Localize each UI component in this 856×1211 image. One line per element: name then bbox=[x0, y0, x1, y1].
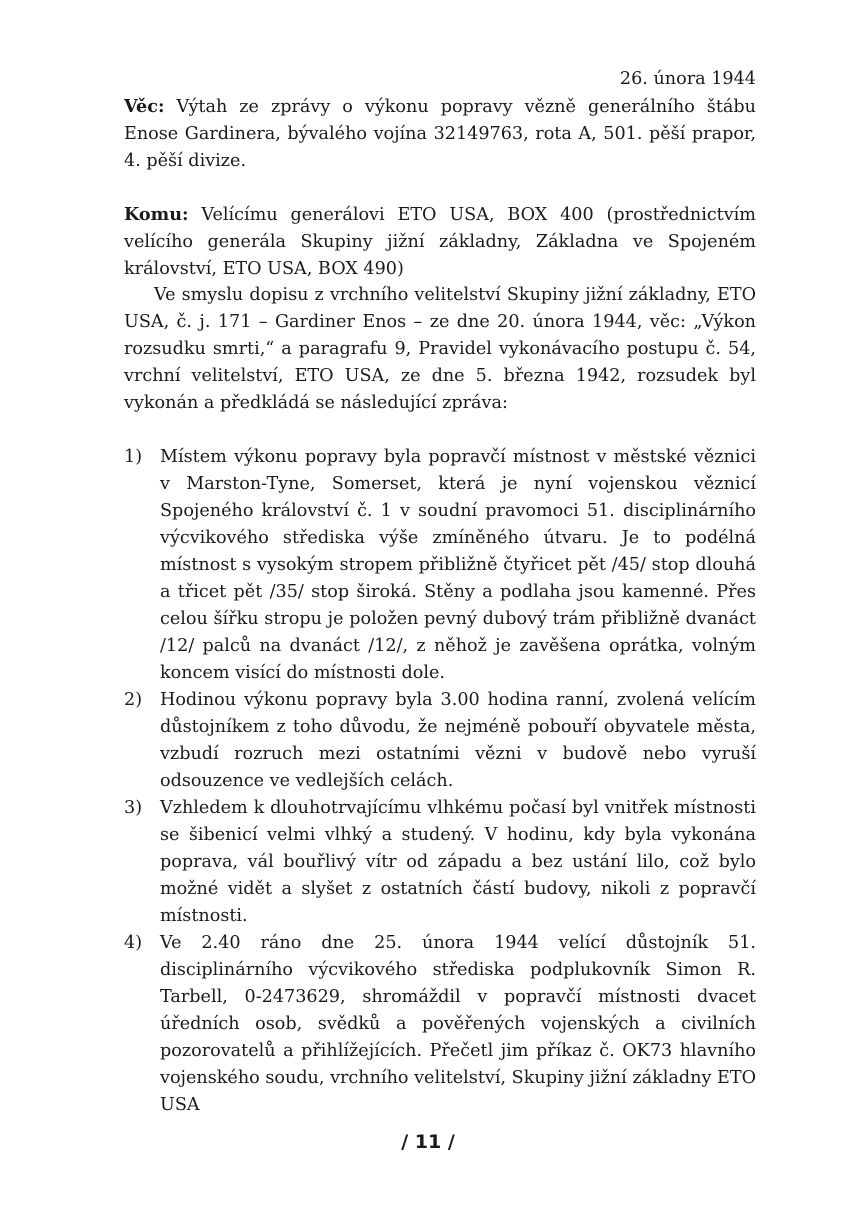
recipient-text: Velícímu generálovi ETO USA, BOX 400 (prostřednictvím velícího generála Skupiny jižní základny, Základna ve Spojeném království, ETO USA, BOX 490) bbox=[124, 205, 756, 279]
intro-paragraph: Ve smyslu dopisu z vrchního velitelství Skupiny jižní základny, ETO USA, č. j. 171 – Gardiner Enos – ze dne 20. února 1944, věc: „Výkon rozsudku smrti,“ a paragrafu 9, Pravidel vykonávacího postupu č. 54, vrchní velitelství, ETO USA, ze dne 5. března 1942, rozsudek byl vykonán a předkládá se následující zpráva: bbox=[124, 285, 756, 413]
recipient-label: Komu: bbox=[124, 204, 189, 225]
list-item-text: Vzhledem k dlouhotrvajícímu vlhkému počasí byl vnitřek místnosti se šibenicí velmi vlhký a studený. V hodinu, kdy byla vykonána poprava, vál bouřlivý vítr od západu a bez ustání lilo, což bylo možné vidět a slyšet z ostatních částí budovy, nikoli z popravčí místnosti. bbox=[160, 798, 756, 926]
page-number: / 11 / bbox=[401, 1131, 455, 1153]
list-item bbox=[124, 687, 756, 795]
list-item-number: 3) bbox=[124, 798, 143, 818]
subject-label: Věc: bbox=[124, 96, 165, 117]
list-item-number: 2) bbox=[124, 690, 143, 710]
subject-paragraph bbox=[124, 93, 756, 175]
list-item-text: Hodinou výkonu popravy byla 3.00 hodina ranní, zvolená velícím důstojníkem z toho důvodu, že nejméně pobouří obyvatele města, vzbudí rozruch mezi ostatními vězni v budově nebo vyruší odsouzence ve vedlejších celách. bbox=[160, 690, 756, 791]
list-item-text: Místem výkonu popravy byla popravčí místnost v městské věznici v Marston-Tyne, Somerset, která je nyní vojenskou věznicí Spojeného království č. 1 v soudní pravomoci 51. disciplinárního výcvikového střediska výše zmíněného útvaru. Je to podélná místnost s vysokým stropem přibližně čtyřicet pět /45/ stop dlouhá a třicet pět /35/ stop široká. Stěny a podlaha jsou kamenné. Přes celou šířku stropu je položen pevný dubový trám přibližně dvanáct /12/ palců na dvanáct /12/, z něhož je zavěšena oprátka, volným koncem visící do místnosti dole. bbox=[160, 447, 756, 683]
list-item bbox=[124, 795, 756, 930]
subject-text: Výtah ze zprávy o výkonu popravy vězně generálního štábu Enose Gardinera, bývalého vojína 32149763, rota A, 501. pěší prapor, 4. pěší divize. bbox=[124, 97, 756, 171]
list-item-number: 4) bbox=[124, 933, 143, 953]
report-items-list bbox=[124, 444, 756, 1119]
list-item-text: Ve 2.40 ráno dne 25. února 1944 velící důstojník 51. disciplinárního výcvikového střediska podplukovník Simon R. Tarbell, 0-2473629, shromáždil v popravčí místnosti dvacet úředních osob, svědků a pověřených vojenských a civilních pozorovatelů a přihlížejících. Přečetl jim příkaz č. OK73 hlavního vojenského soudu, vrchního velitelství, Skupiny jižní základny ETO USA bbox=[160, 933, 757, 1115]
list-item bbox=[124, 930, 756, 1119]
document-date: 26. února 1944 bbox=[619, 69, 756, 89]
recipient-paragraph bbox=[124, 201, 756, 283]
list-item-number: 1) bbox=[124, 447, 143, 467]
list-item bbox=[124, 444, 756, 687]
